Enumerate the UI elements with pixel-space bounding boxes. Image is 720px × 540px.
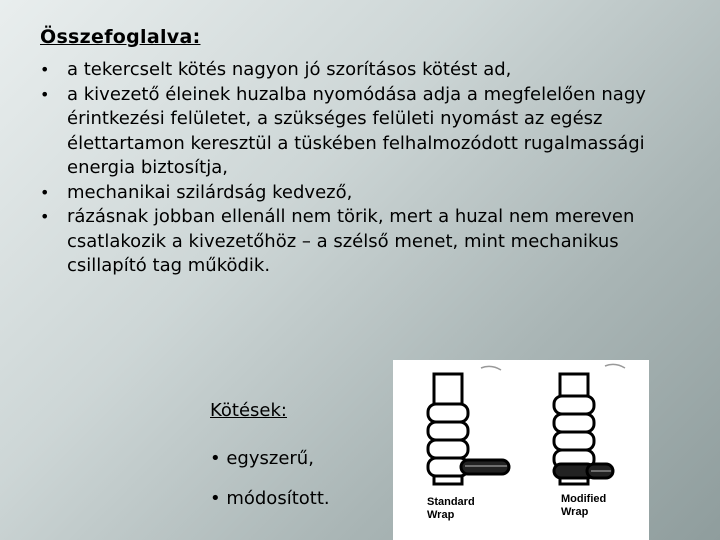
summary-heading: Összefoglalva: — [40, 26, 201, 48]
standard-wrap-label-line1: Standard — [427, 496, 475, 508]
connection-item-modified: • módosított. — [210, 488, 330, 509]
modified-wrap-label-line1: Modified — [561, 493, 607, 505]
wire-wrap-figure — [393, 360, 649, 540]
wire-wrap-drawing — [393, 360, 649, 540]
modified-wrap-illustration — [554, 374, 613, 484]
connections-heading: Kötések: — [210, 400, 287, 421]
bullet-item: • a kivezető éleinek huzalba nyomódása adja a megfelelően nagy érintkezési felületet, a szükséges felületi nyomást az egész élettartamon keresztül a tüskében felhalmozódott rugalmassági energia biztosítja, — [40, 83, 680, 181]
modified-wrap-label-line2: Wrap — [561, 506, 589, 518]
standard-wrap-label-line2: Wrap — [427, 509, 455, 521]
standard-wrap-illustration — [428, 374, 509, 484]
summary-bullet-list — [40, 58, 680, 279]
bullet-item: • a tekercselt kötés nagyon jó szorításos kötést ad, — [40, 58, 680, 83]
bullet-item: • mechanikai szilárdság kedvező, — [40, 181, 680, 206]
top-edge-marks — [481, 364, 625, 370]
bullet-item: • rázásnak jobban ellenáll nem törik, mert a huzal nem mereven csatlakozik a kivezetőhöz – a szélső menet, mint mechanikus csillapító tag működik. — [40, 205, 680, 279]
connection-item-simple: • egyszerű, — [210, 448, 314, 469]
